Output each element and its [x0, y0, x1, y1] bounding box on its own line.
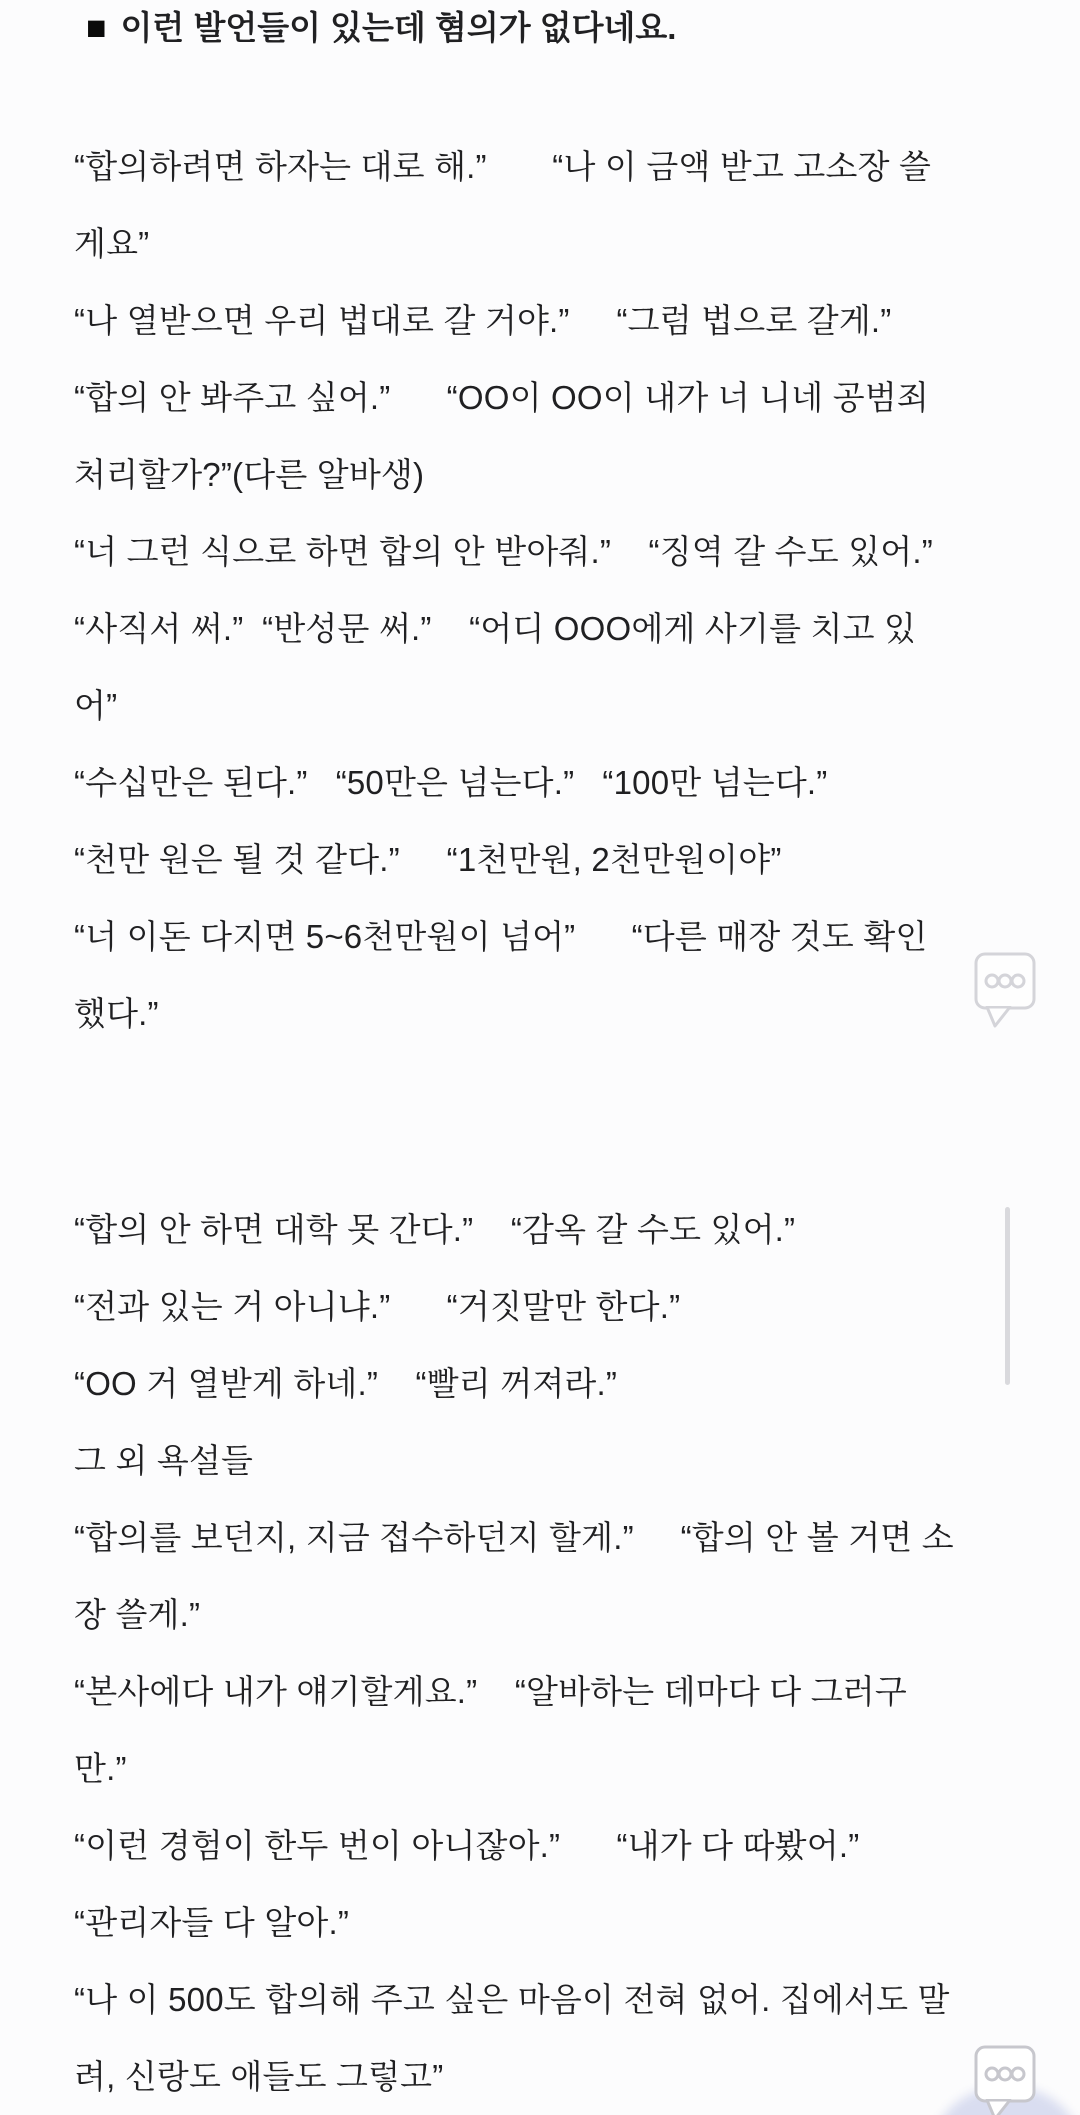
quote-line: “OO 거 열받게 하네.” “빨리 꺼져라.”: [74, 1365, 618, 1402]
quote-line: “사직서 써.” “반성문 써.” “어디 OOO에게 사기를 치고 있: [74, 610, 917, 647]
quote-line: 그 외 욕설들: [74, 1442, 254, 1479]
quotes-block-1: [74, 128, 1040, 1052]
quote-line: 했다.”: [74, 995, 159, 1032]
page-title: [86, 6, 676, 50]
comment-bubble-icon[interactable]: [973, 2044, 1037, 2115]
quote-line: “본사에다 내가 얘기할게요.” “알바하는 데마다 다 그러구: [74, 1673, 907, 1710]
black-square-bullet-icon: ■: [86, 9, 107, 47]
quote-line: “너 이돈 다지면 5~6천만원이 넘어” “다른 매장 것도 확인: [74, 918, 928, 955]
quote-line: “수십만은 된다.” “50만은 넘는다.” “100만 넘는다.”: [74, 764, 828, 801]
page-title-text: 이런 발언들이 있는데 혐의가 없다네요.: [120, 9, 677, 46]
quote-line: 만.”: [74, 1750, 127, 1787]
quote-line: “이런 경험이 한두 번이 아니잖아.” “내가 다 따봤어.”: [74, 1827, 860, 1864]
quote-line: “천만 원은 될 것 같다.” “1천만원, 2천만원이야”: [74, 841, 782, 878]
quote-line: “나 이 500도 합의해 주고 싶은 마음이 전혀 없어. 집에서도 말: [74, 1981, 950, 2018]
quote-line: 처리할가?”(다른 알바생): [74, 456, 425, 493]
quote-line: 장 쓸게.”: [74, 1596, 201, 1633]
quote-line: 려, 신랑도 애들도 그렇고”: [74, 2058, 444, 2095]
quote-line: “관리자들 다 알아.”: [74, 1904, 350, 1941]
quote-line: “합의 안 봐주고 싶어.” “OO이 OO이 내가 너 니네 공범죄: [74, 379, 929, 416]
scrollbar-thumb[interactable]: [1005, 1207, 1010, 1385]
quote-line: “합의를 보던지, 지금 접수하던지 할게.” “합의 안 볼 거면 소: [74, 1519, 954, 1556]
quote-line: “너 그런 식으로 하면 합의 안 받아줘.” “징역 갈 수도 있어.”: [74, 533, 933, 570]
quotes-block-2: [74, 1191, 1040, 2115]
quote-line: 어”: [74, 687, 118, 724]
quote-line: “나 열받으면 우리 법대로 갈 거야.” “그럼 법으로 갈게.”: [74, 302, 892, 339]
comment-bubble-icon[interactable]: [973, 951, 1037, 1029]
quote-line: 게요”: [74, 225, 150, 262]
quote-line: “합의 안 하면 대학 못 간다.” “감옥 갈 수도 있어.”: [74, 1211, 796, 1248]
quote-line: “합의하려면 하자는 대로 해.” “나 이 금액 받고 고소장 쓸: [74, 148, 932, 185]
quote-line: “전과 있는 거 아니냐.” “거짓말만 한다.”: [74, 1288, 681, 1325]
